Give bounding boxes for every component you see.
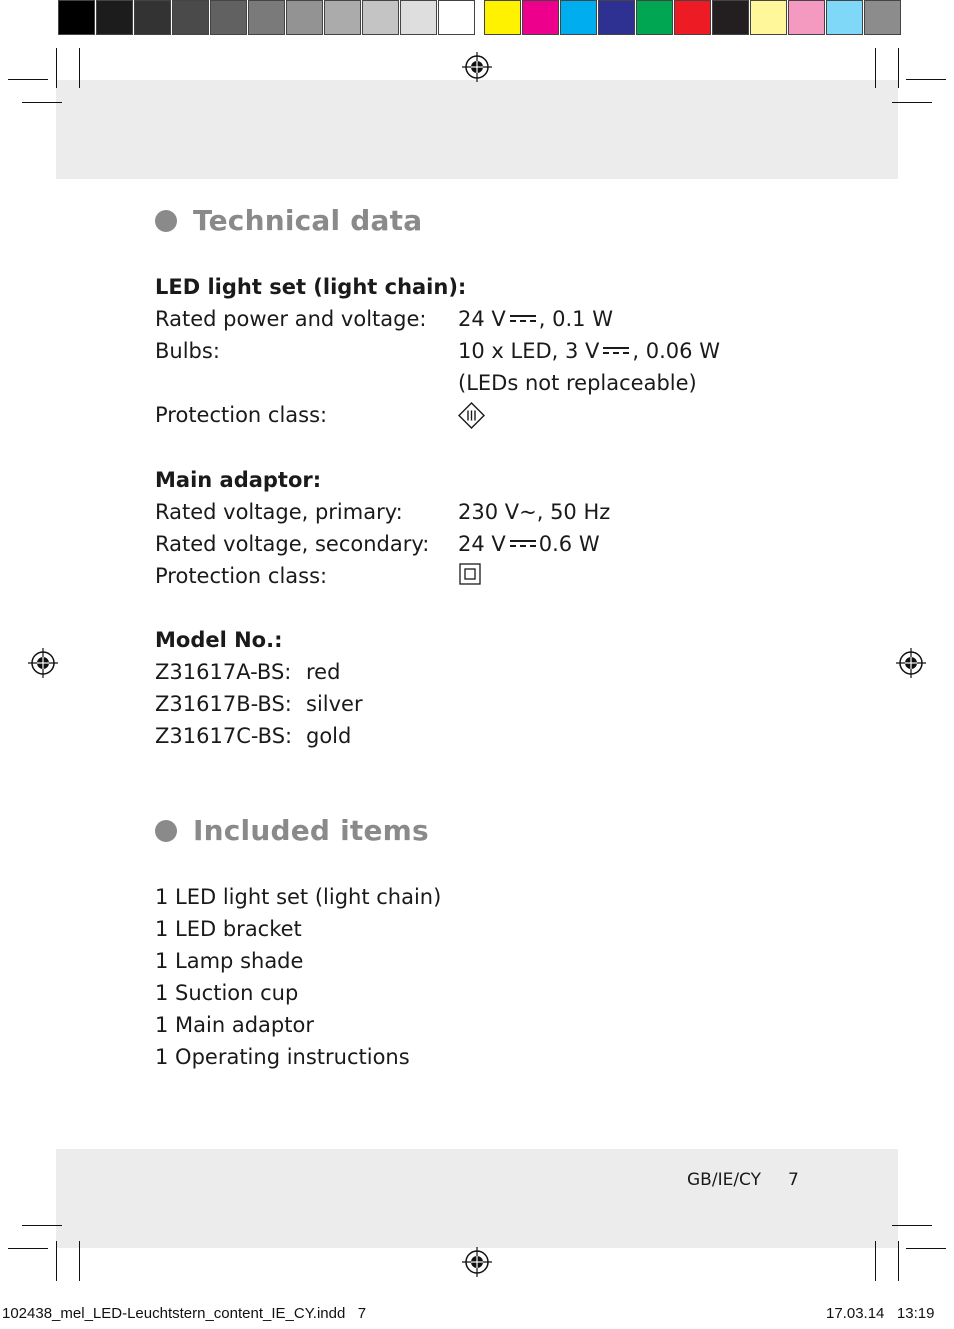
- crop-mark: [56, 1241, 57, 1281]
- region-code: GB/IE/CY: [687, 1170, 762, 1190]
- color-swatch: [172, 0, 209, 35]
- crop-mark: [56, 48, 57, 88]
- bulbs-label: Bulbs:: [155, 339, 220, 363]
- color-swatch: [210, 0, 247, 35]
- rated-power-value: [458, 303, 613, 335]
- crop-mark: [892, 1225, 932, 1226]
- protection-class-ii-icon: [459, 563, 481, 585]
- adaptor-heading: Main adaptor:: [155, 468, 322, 492]
- crop-mark: [79, 1241, 80, 1281]
- process-color-bar: [484, 0, 902, 38]
- primary-voltage-value: 230 V~, 50 Hz: [458, 500, 611, 524]
- color-swatch: [438, 0, 475, 35]
- list-item: 1 Main adaptor: [155, 1013, 314, 1037]
- rated-voltage: 24 V: [458, 307, 506, 331]
- crop-mark: [898, 1241, 899, 1281]
- list-item: 1 Suction cup: [155, 981, 299, 1005]
- bulbs-value: [458, 335, 720, 367]
- color-swatch: [560, 0, 597, 35]
- adaptor-protection-label: Protection class:: [155, 564, 328, 588]
- color-swatch: [400, 0, 437, 35]
- color-swatch: [522, 0, 559, 35]
- crop-mark: [8, 1248, 48, 1249]
- color-swatch: [324, 0, 361, 35]
- bottom-margin-band: [56, 1149, 898, 1248]
- section-title: Technical data: [193, 204, 423, 237]
- color-swatch: [598, 0, 635, 35]
- direct-current-icon: [603, 346, 629, 356]
- color-swatch: [96, 0, 133, 35]
- crop-mark: [875, 1241, 876, 1281]
- crop-mark: [22, 102, 62, 103]
- crop-mark: [22, 1225, 62, 1226]
- bulbs-power: , 0.06 W: [632, 339, 720, 363]
- bulbs-note: (LEDs not replaceable): [458, 371, 697, 395]
- list-item: 1 Operating instructions: [155, 1045, 410, 1069]
- model-color: gold: [306, 724, 352, 748]
- color-swatch: [362, 0, 399, 35]
- model-code: Z31617B-BS:: [155, 692, 292, 716]
- led-protection-label: Protection class:: [155, 403, 328, 427]
- color-swatch: [58, 0, 95, 35]
- model-heading: Model No.:: [155, 628, 283, 652]
- color-swatch: [286, 0, 323, 35]
- primary-voltage-label: Rated voltage, primary:: [155, 500, 403, 524]
- color-swatch: [674, 0, 711, 35]
- bulbs-voltage: 10 x LED, 3 V: [458, 339, 600, 363]
- secondary-power: 0.6 W: [538, 532, 600, 556]
- registration-mark-icon: [462, 1247, 492, 1277]
- page-number: 7: [788, 1170, 799, 1190]
- crop-mark: [906, 1248, 946, 1249]
- list-item: 1 LED light set (light chain): [155, 885, 442, 909]
- secondary-voltage-label: Rated voltage, secondary:: [155, 532, 430, 556]
- color-swatch: [788, 0, 825, 35]
- direct-current-icon: [510, 539, 536, 549]
- color-swatch: [864, 0, 901, 35]
- registration-mark-icon: [462, 52, 492, 82]
- secondary-voltage: 24 V: [458, 532, 506, 556]
- technical-data-heading: [155, 204, 422, 237]
- included-items-heading: [155, 814, 429, 847]
- section-title: Included items: [193, 814, 429, 847]
- bullet-icon: [155, 210, 177, 232]
- list-item: 1 Lamp shade: [155, 949, 304, 973]
- slug-timestamp: 17.03.14 13:19: [826, 1305, 935, 1322]
- color-swatch: [134, 0, 171, 35]
- secondary-voltage-value: [458, 528, 600, 560]
- model-color: red: [306, 660, 341, 684]
- crop-mark: [8, 79, 48, 80]
- color-swatch: [636, 0, 673, 35]
- color-swatch: [712, 0, 749, 35]
- registration-mark-icon: [896, 648, 926, 678]
- grayscale-color-bar: [58, 0, 476, 38]
- slug-filename: 102438_mel_LED-Leuchtstern_content_IE_CY.indd 7: [2, 1305, 367, 1322]
- crop-mark: [906, 79, 946, 80]
- direct-current-icon: [510, 314, 536, 324]
- top-margin-band: [56, 80, 898, 179]
- rated-power-label: Rated power and voltage:: [155, 307, 427, 331]
- color-swatch: [750, 0, 787, 35]
- registration-mark-icon: [28, 648, 58, 678]
- list-item: 1 LED bracket: [155, 917, 302, 941]
- color-swatch: [826, 0, 863, 35]
- bullet-icon: [155, 820, 177, 842]
- color-swatch: [248, 0, 285, 35]
- crop-mark: [892, 102, 932, 103]
- led-set-heading: LED light set (light chain):: [155, 275, 467, 299]
- model-code: Z31617A-BS:: [155, 660, 292, 684]
- crop-mark: [79, 48, 80, 88]
- color-swatch: [484, 0, 521, 35]
- crop-mark: [898, 48, 899, 88]
- rated-power: , 0.1 W: [538, 307, 613, 331]
- crop-mark: [875, 48, 876, 88]
- protection-class-iii-icon: [458, 402, 485, 429]
- model-code: Z31617C-BS:: [155, 724, 293, 748]
- model-color: silver: [306, 692, 363, 716]
